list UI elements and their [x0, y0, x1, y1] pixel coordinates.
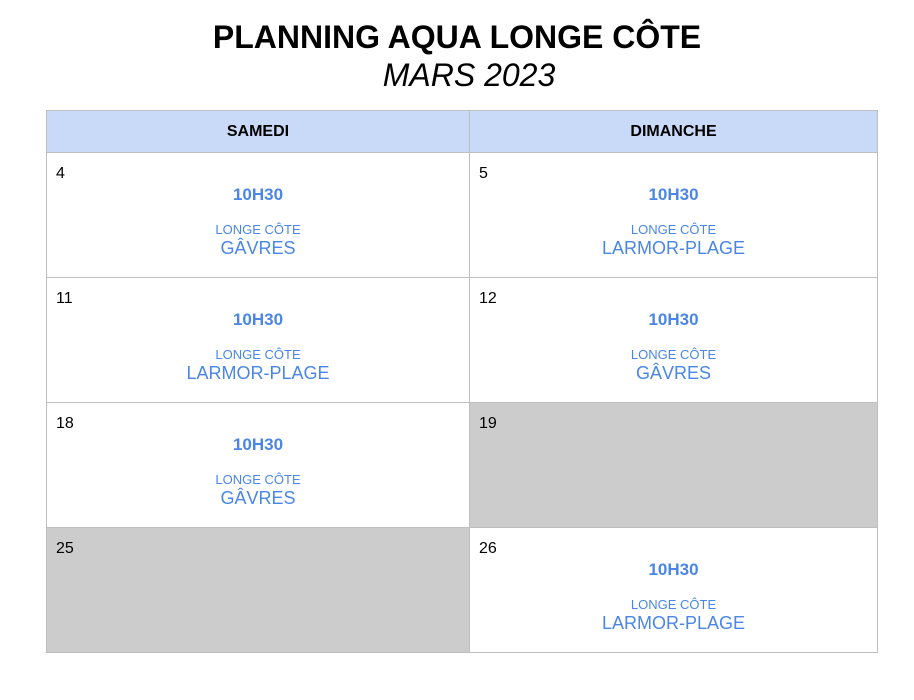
event [47, 185, 469, 259]
calendar-cell [470, 153, 878, 278]
table-row [47, 528, 878, 653]
event [470, 310, 877, 384]
day-number: 19 [479, 415, 497, 432]
event-activity: LONGE CÔTE [630, 222, 717, 237]
table-header-row [47, 111, 878, 153]
event-place: LARMOR-PLAGE [601, 238, 746, 258]
event-time: 10H30 [232, 435, 284, 454]
event-time: 10H30 [648, 560, 699, 579]
calendar-cell [47, 403, 470, 528]
event-time: 10H30 [232, 185, 284, 204]
column-header-saturday: SAMEDI [47, 111, 470, 153]
event [470, 560, 877, 634]
event-place: GÂVRES [220, 488, 296, 508]
day-number: 12 [479, 290, 497, 307]
event-activity: LONGE CÔTE [630, 347, 717, 362]
day-number: 5 [479, 165, 488, 182]
calendar-cell-empty [47, 528, 470, 653]
event-place: GÂVRES [220, 238, 296, 258]
event-time: 10H30 [232, 310, 284, 329]
day-number: 4 [56, 165, 65, 182]
event-activity: LONGE CÔTE [215, 222, 301, 237]
day-number: 11 [56, 290, 73, 307]
event [47, 435, 469, 509]
day-number: 26 [479, 540, 497, 557]
page-subtitle: MARS 2023 [382, 57, 556, 93]
event [47, 310, 469, 384]
event-place: LARMOR-PLAGE [186, 363, 330, 383]
calendar-cell [470, 278, 878, 403]
event [470, 185, 877, 259]
day-number: 18 [56, 415, 74, 432]
planning-table [46, 110, 878, 653]
table-row [47, 153, 878, 278]
day-number: 25 [56, 540, 74, 557]
event-place: GÂVRES [635, 363, 712, 383]
event-place: LARMOR-PLAGE [601, 613, 746, 633]
page-title: PLANNING AQUA LONGE CÔTE [212, 19, 702, 55]
column-header-sunday: DIMANCHE [470, 111, 878, 153]
calendar-cell [470, 528, 878, 653]
table-row [47, 403, 878, 528]
event-activity: LONGE CÔTE [630, 597, 717, 612]
event-activity: LONGE CÔTE [215, 347, 301, 362]
event-time: 10H30 [648, 185, 699, 204]
event-time: 10H30 [648, 310, 699, 329]
calendar-cell [47, 278, 470, 403]
table-row [47, 278, 878, 403]
event-activity: LONGE CÔTE [215, 472, 301, 487]
calendar-cell [47, 153, 470, 278]
calendar-cell-empty [470, 403, 878, 528]
